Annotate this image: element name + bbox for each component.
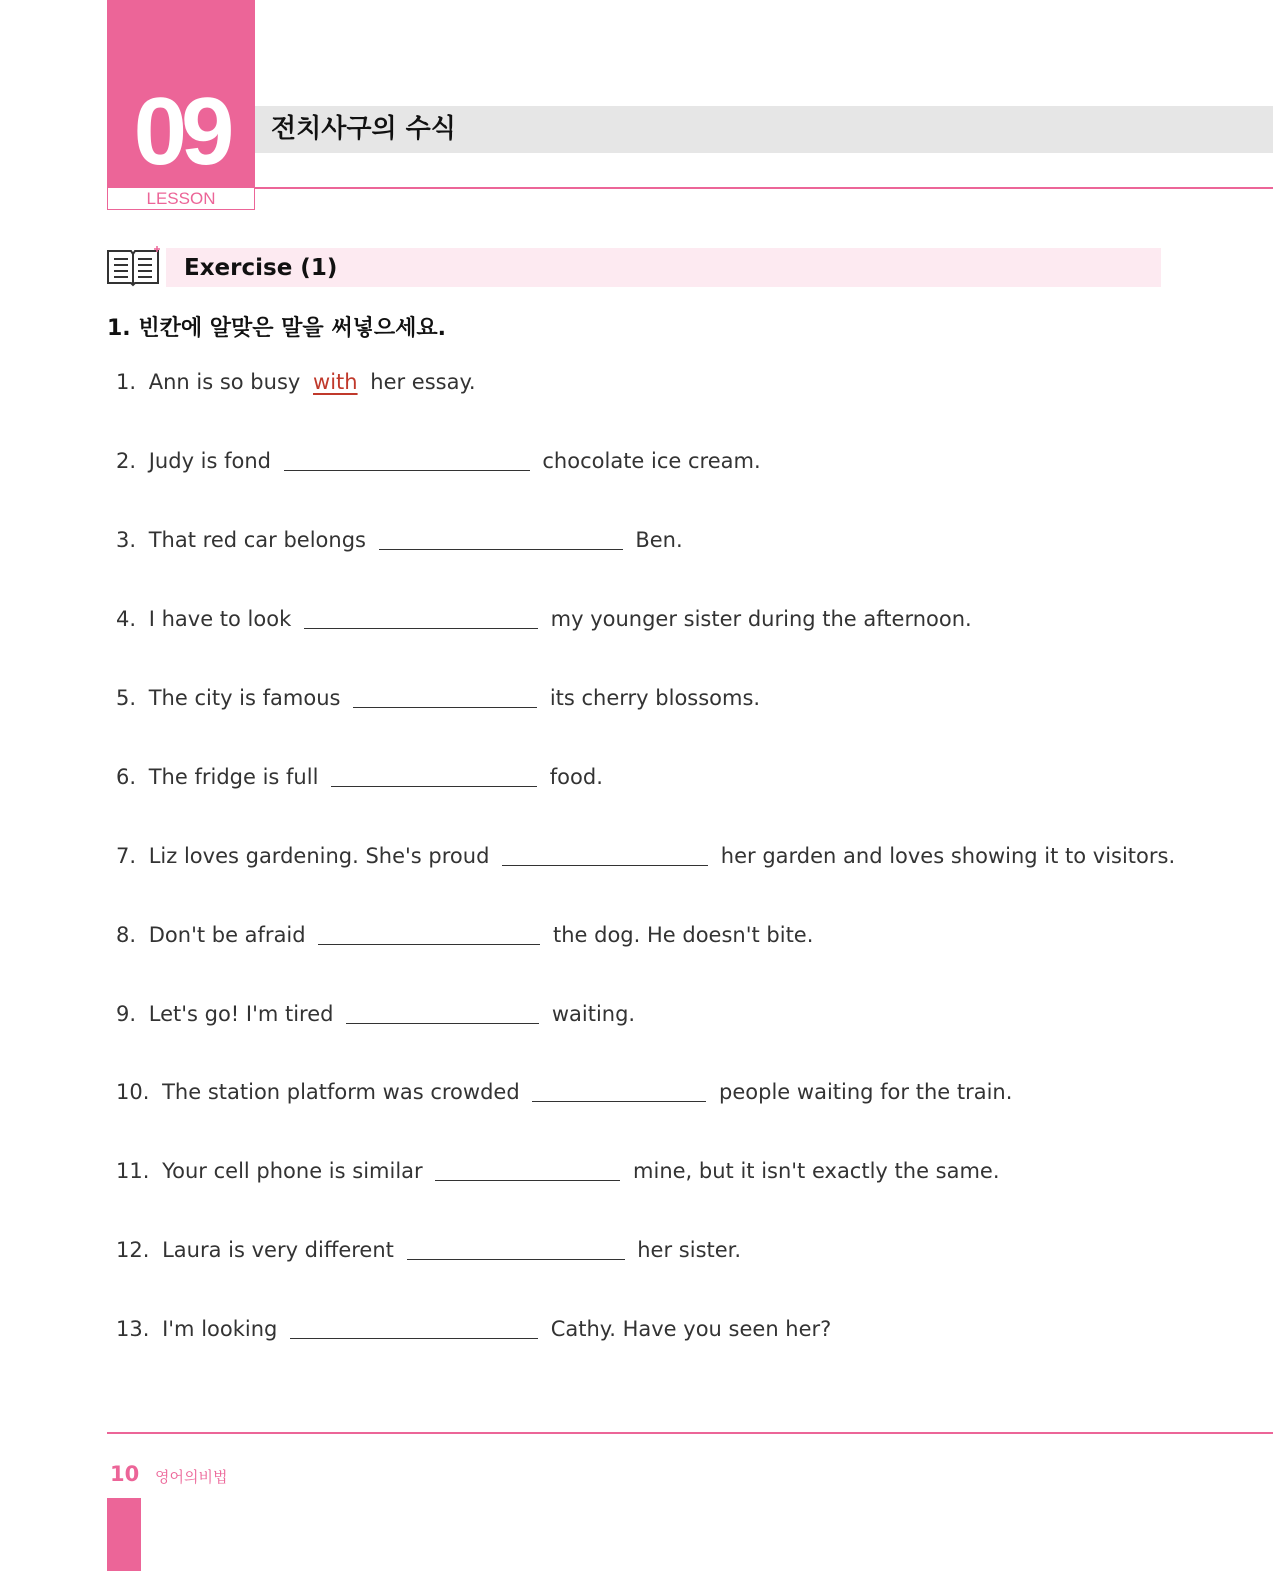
question-text: The fridge is full bbox=[148, 765, 319, 789]
question-text: That red car belongs bbox=[148, 528, 366, 552]
question-text: Your cell phone is similar bbox=[162, 1159, 423, 1183]
header-divider bbox=[255, 187, 1273, 189]
question-text: her sister. bbox=[637, 1238, 742, 1262]
instruction: 1. 빈칸에 알맞은 말을 써넣으세요. bbox=[107, 316, 446, 341]
answer-blank[interactable] bbox=[532, 1076, 706, 1102]
question-number: 13. bbox=[116, 1317, 150, 1341]
answer-blank[interactable] bbox=[284, 445, 530, 471]
question-item bbox=[116, 445, 761, 477]
question-item bbox=[116, 524, 683, 556]
question-number: 7. bbox=[116, 844, 137, 868]
question-item bbox=[116, 1234, 741, 1266]
question-text: I have to look bbox=[148, 607, 292, 631]
footer-tab bbox=[107, 1498, 141, 1571]
question-number: 10. bbox=[116, 1080, 150, 1104]
answer-blank[interactable] bbox=[346, 998, 539, 1024]
answer-blank[interactable] bbox=[435, 1155, 620, 1181]
question-item bbox=[116, 1313, 831, 1345]
question-number: 4. bbox=[116, 607, 137, 631]
question-text: her garden and loves showing it to visitors. bbox=[720, 844, 1176, 868]
answer-blank[interactable] bbox=[318, 919, 540, 945]
question-text: Ben. bbox=[635, 528, 683, 552]
question-item bbox=[116, 366, 476, 398]
answer-blank[interactable] bbox=[379, 524, 623, 550]
open-book-icon bbox=[105, 245, 161, 287]
question-text: Don't be afraid bbox=[148, 923, 306, 947]
question-text: Liz loves gardening. She's proud bbox=[148, 844, 490, 868]
page-number: 10 bbox=[110, 1462, 140, 1486]
answer-blank[interactable] bbox=[304, 603, 538, 629]
question-text: The station platform was crowded bbox=[162, 1080, 520, 1104]
question-item bbox=[116, 919, 813, 951]
question-text: my younger sister during the afternoon. bbox=[550, 607, 972, 631]
lesson-title-band bbox=[255, 106, 1273, 153]
question-text: chocolate ice cream. bbox=[542, 449, 761, 473]
answer-text: with bbox=[313, 370, 358, 394]
question-text: Ann is so busy bbox=[148, 370, 301, 394]
question-number: 8. bbox=[116, 923, 137, 947]
lesson-number: 09 bbox=[133, 78, 229, 185]
question-text: Judy is fond bbox=[148, 449, 272, 473]
question-text: her essay. bbox=[370, 370, 476, 394]
footer-divider bbox=[107, 1432, 1273, 1434]
question-text: waiting. bbox=[551, 1002, 636, 1026]
answer-blank[interactable] bbox=[407, 1234, 625, 1260]
exercise-band bbox=[166, 248, 1161, 287]
question-number: 3. bbox=[116, 528, 137, 552]
answer-blank[interactable] bbox=[502, 840, 708, 866]
question-number: 9. bbox=[116, 1002, 137, 1026]
question-text: Let's go! I'm tired bbox=[148, 1002, 334, 1026]
question-item bbox=[116, 682, 760, 714]
question-item bbox=[116, 1155, 1000, 1187]
question-number: 6. bbox=[116, 765, 137, 789]
question-number: 5. bbox=[116, 686, 137, 710]
question-number: 1. bbox=[116, 370, 137, 394]
question-text: Cathy. Have you seen her? bbox=[550, 1317, 832, 1341]
question-item bbox=[116, 998, 635, 1030]
question-item bbox=[116, 840, 1175, 872]
question-item bbox=[116, 603, 972, 635]
question-text: Laura is very different bbox=[162, 1238, 394, 1262]
question-item bbox=[116, 761, 603, 793]
question-item bbox=[116, 1076, 1012, 1108]
question-number: 11. bbox=[116, 1159, 150, 1183]
question-text: its cherry blossoms. bbox=[549, 686, 761, 710]
question-text: The city is famous bbox=[148, 686, 341, 710]
answer-blank[interactable] bbox=[290, 1313, 538, 1339]
question-text: mine, but it isn't exactly the same. bbox=[633, 1159, 1000, 1183]
lesson-label: LESSON bbox=[107, 188, 255, 210]
question-text: people waiting for the train. bbox=[719, 1080, 1013, 1104]
lesson-title: 전치사구의 수식 bbox=[271, 114, 456, 144]
question-text: the dog. He doesn't bite. bbox=[552, 923, 814, 947]
answer-blank[interactable] bbox=[331, 761, 537, 787]
exercise-title: Exercise (1) bbox=[184, 255, 338, 281]
lesson-number-block bbox=[107, 0, 255, 188]
question-text: I'm looking bbox=[162, 1317, 278, 1341]
question-text: food. bbox=[549, 765, 603, 789]
book-title: 영어의비법 bbox=[155, 1468, 228, 1486]
question-number: 2. bbox=[116, 449, 137, 473]
question-number: 12. bbox=[116, 1238, 150, 1262]
answer-blank[interactable] bbox=[353, 682, 537, 708]
